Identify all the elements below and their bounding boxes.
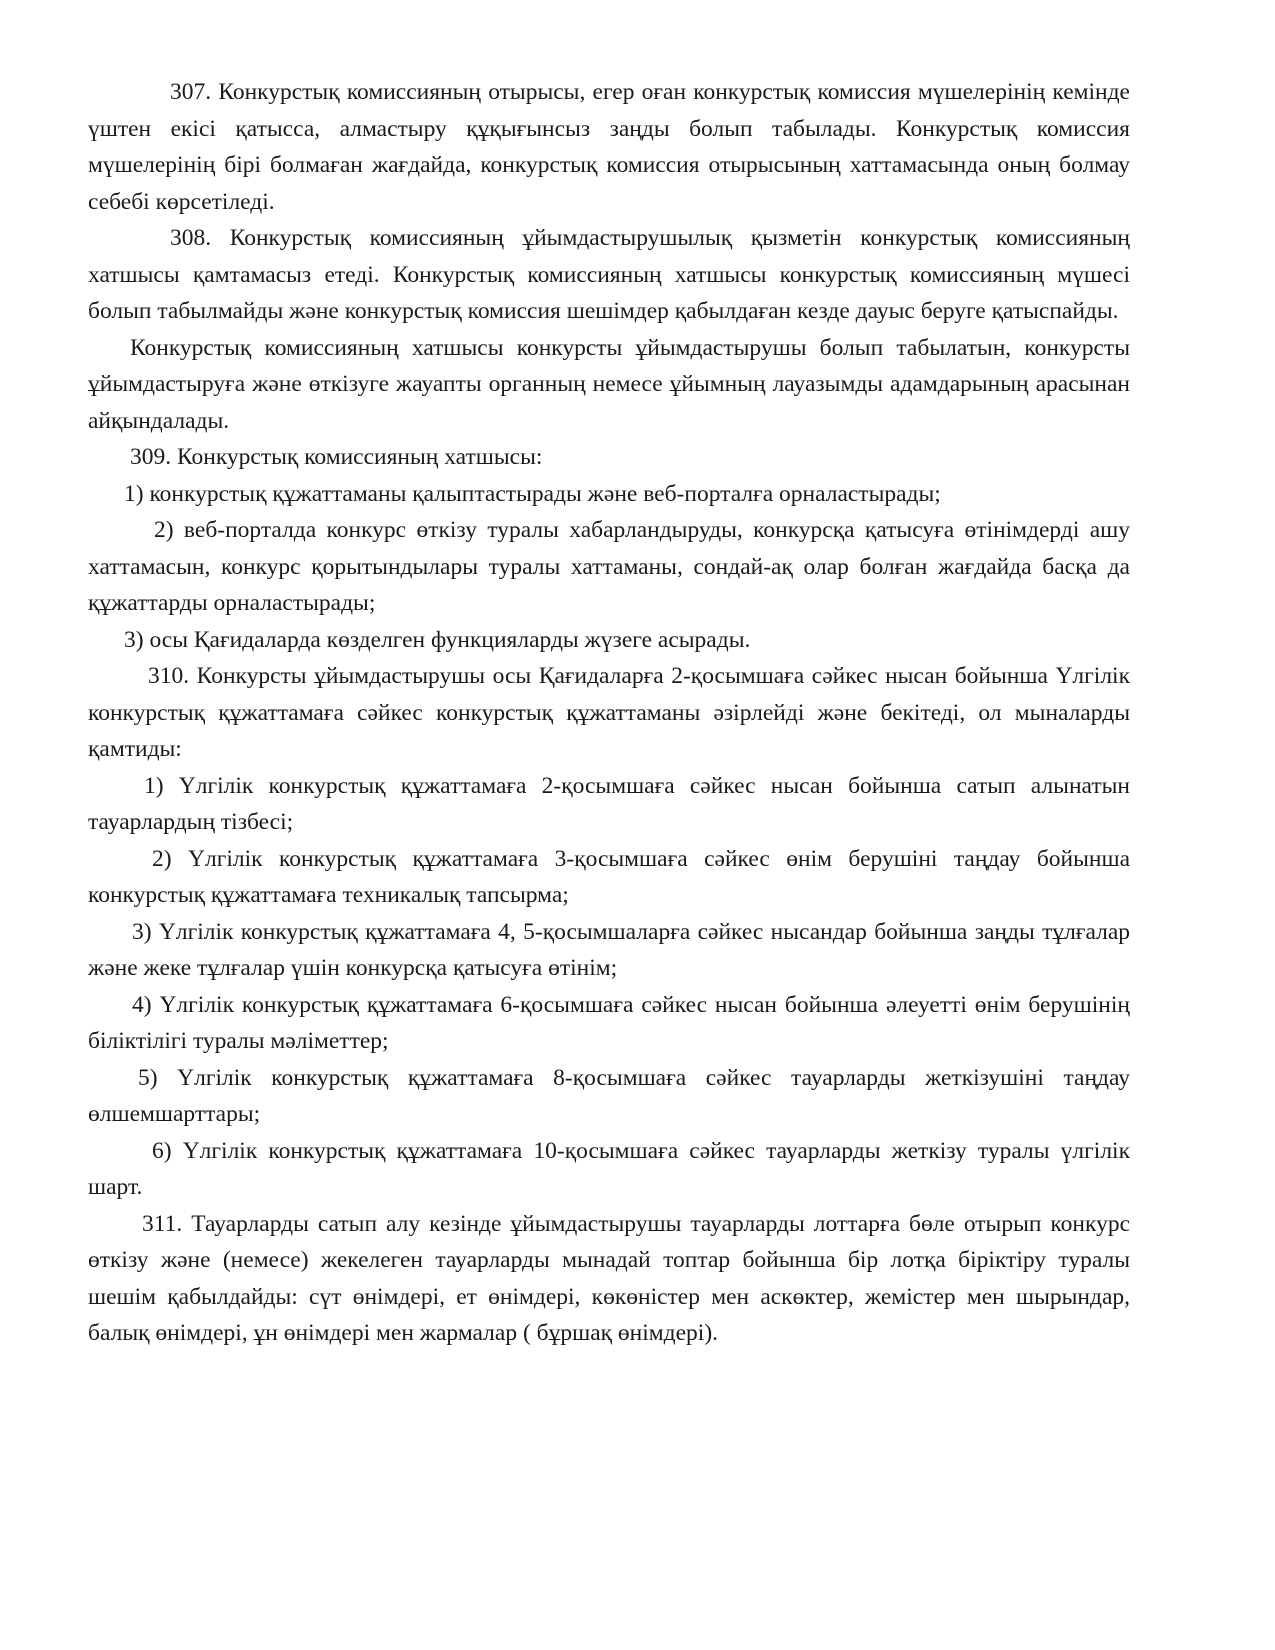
- paragraph-309: 309. Конкурстық комиссияның хатшысы:: [130, 444, 543, 470]
- paragraph-310-item-3: 3) Үлгілік конкурстық құжаттамаға 4, 5-қосымшаларға сәйкес нысандар бойынша заңды тұлғалар және жеке тұлғалар үшін конкурсқа қатысуға өтінім;: [88, 918, 1130, 981]
- paragraph-309-item-2: 2) веб-порталда конкурс өткізу туралы хабарландыруды, конкурсқа қатысуға өтінімдерді ашу хаттамасын, конкурс қорытындылары туралы хаттаманы, сондай-ақ олар болған жағдайда басқа да құжаттарды орналастырады;: [88, 517, 1130, 616]
- paragraph-310-item-1: 1) Үлгілік конкурстық құжаттамаға 2-қосымшаға сәйкес нысан бойынша сатып алынатын тауарлардың тізбесі;: [88, 772, 1130, 835]
- paragraph-308: 308. Конкурстық комиссияның ұйымдастырушылық қызметін конкурстық комиссияның хатшысы қамтамасыз етеді. Конкурстық комиссияның хатшысы конкурстық комиссияның мүшесі болып табылмайды және конкурстық комиссия шешімдер қабылдаған кезде дауыс беруге қатыспайды.: [88, 225, 1130, 324]
- paragraph-310-item-4: 4) Үлгілік конкурстық құжаттамаға 6-қосымшаға сәйкес нысан бойынша әлеуетті өнім берушінің біліктілігі туралы мәліметтер;: [88, 991, 1130, 1054]
- paragraph-310-item-6: 6) Үлгілік конкурстық құжаттамаға 10-қосымшаға сәйкес тауарларды жеткізу туралы үлгілік шарт.: [88, 1137, 1130, 1200]
- document-page: [88, 74, 1130, 1352]
- paragraph-311: 311. Тауарларды сатып алу кезінде ұйымдастырушы тауарларды лоттарға бөле отырып конкурс өткізу және (немесе) жекелеген тауарларды мынадай топтар бойынша бір лотқа біріктіру туралы шешім қабылдайды: сүт өнімдері, ет өнімдері, көкөністер мен аскөктер, жемістер мен шырындар, балық өнімдері, ұн өнімдері мен жармалар ( бұршақ өнімдері).: [88, 1210, 1130, 1346]
- paragraph-309-item-3: 3) осы Қағидаларда көзделген функцияларды жүзеге асырады.: [124, 626, 751, 653]
- paragraph-308-secretary: Конкурстық комиссияның хатшысы конкурсты ұйымдастырушы болып табылатын, конкурсты ұйымдастыруға және өткізуге жауапты органның немесе ұйымның лауазымды адамдарының арасынан айқындалады.: [88, 334, 1130, 434]
- paragraph-310-item-2: 2) Үлгілік конкурстық құжаттамаға 3-қосымшаға сәйкес өнім берушіні таңдау бойынша конкурстық құжаттамаға техникалық тапсырма;: [88, 845, 1130, 908]
- paragraph-310: 310. Конкурсты ұйымдастырушы осы Қағидаларға 2-қосымшаға сәйкес нысан бойынша Үлгілік конкурстық құжаттамаға сәйкес конкурстық құжаттаманы әзірлейді және бекітеді, ол мыналарды қамтиды:: [88, 663, 1130, 762]
- paragraph-309-item-1: 1) конкурстық құжаттаманы қалыптастырады және веб-порталға орналастырады;: [124, 480, 941, 507]
- paragraph-307: 307. Конкурстық комиссияның отырысы, егер оған конкурстық комиссия мүшелерінің кемінде үштен екісі қатысса, алмастыру құқығынсыз заңды болып табылады. Конкурстық комиссия мүшелерінің бірі болмаған жағдайда, конкурстық комиссия отырысының хаттамасында оның болмау себебі көрсетіледі.: [88, 79, 1130, 215]
- paragraph-310-item-5: 5) Үлгілік конкурстық құжаттамаға 8-қосымшаға сәйкес тауарларды жеткізушіні таңдау өлшемшарттары;: [88, 1064, 1130, 1127]
